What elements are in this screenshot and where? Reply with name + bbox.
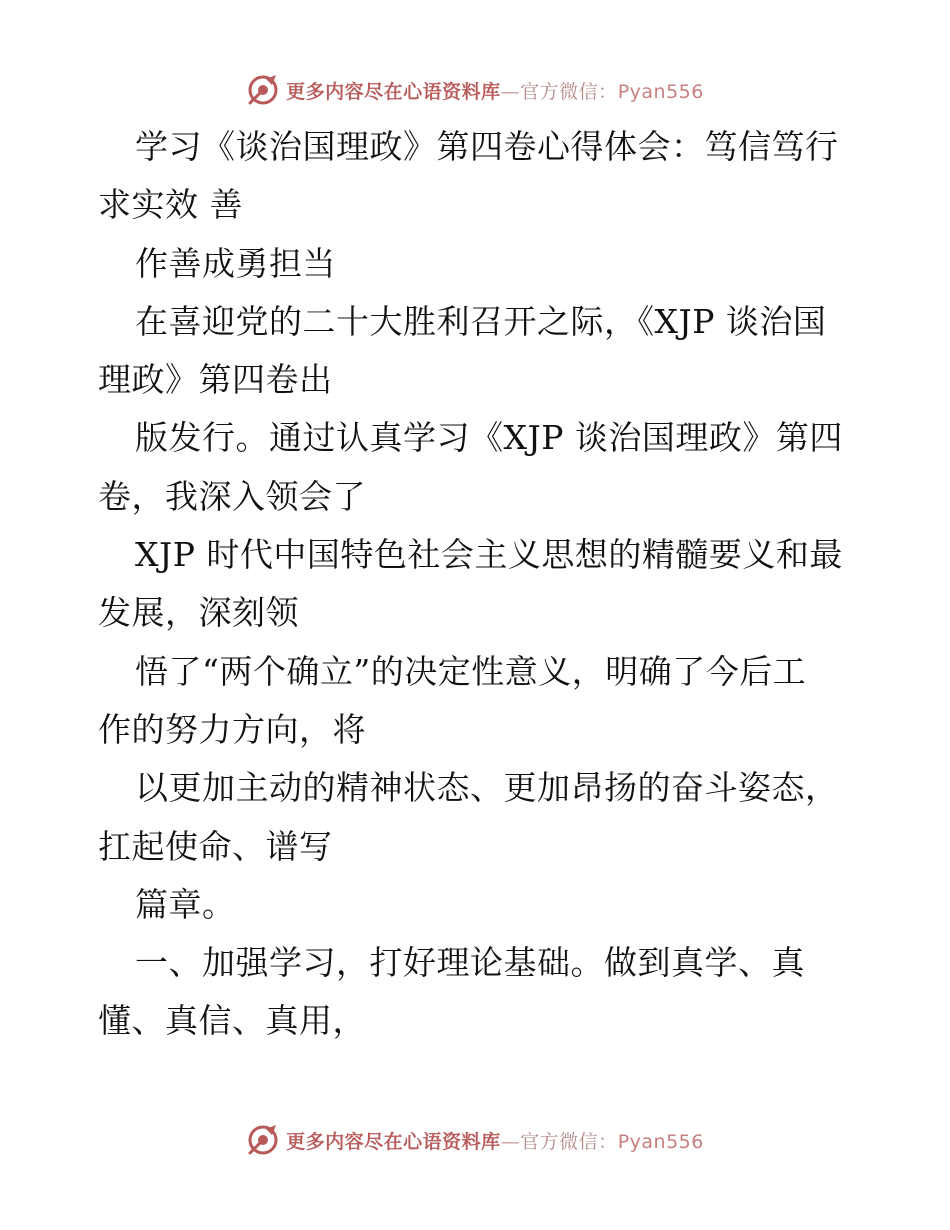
banner-wechat-label: 官方微信： <box>520 80 618 103</box>
banner-dash: — <box>500 1130 521 1153</box>
brand-logo-icon <box>246 1123 280 1157</box>
banner-wechat-id: Pyan556 <box>617 1130 704 1153</box>
text-line: 卷，我深入领会了 <box>98 476 366 516</box>
banner-wechat-label: 官方微信： <box>520 1130 618 1153</box>
text-line: 篇章。 <box>135 884 236 924</box>
text-line: 发展，深刻领 <box>98 593 299 633</box>
footer-watermark-banner <box>0 1120 950 1160</box>
text-line: 以更加主动的精神状态、更加昂扬的奋斗姿态， <box>135 768 839 808</box>
text-line: XJP 时代中国特色社会主义思想的精髓要义和最 <box>135 535 843 575</box>
text-line: 悟了“两个确立”的决定性意义，明确了今后工 <box>135 651 807 691</box>
banner-dash: — <box>500 80 521 103</box>
header-watermark-banner <box>0 70 950 110</box>
text-line: 学习《谈治国理政》第四卷心得体会：笃信笃行 <box>135 127 839 166</box>
banner-text <box>286 1127 704 1154</box>
text-line: 扛起使命、谱写 <box>98 826 333 866</box>
banner-brand: 更多内容尽在心语资料库 <box>286 80 501 103</box>
text-line: 求实效 善 <box>98 185 243 225</box>
text-line: 作善成勇担当 <box>135 243 336 283</box>
text-line: 版发行。通过认真学习《XJP 谈治国理政》第四 <box>135 418 843 458</box>
text-line: 在喜迎党的二十大胜利召开之际，《XJP 谈治国 <box>135 301 827 341</box>
banner-brand: 更多内容尽在心语资料库 <box>286 1130 501 1153</box>
banner-text <box>286 77 704 104</box>
banner-wechat-id: Pyan556 <box>617 80 704 103</box>
text-line: 理政》第四卷出 <box>98 360 333 400</box>
text-line: 作的努力方向，将 <box>98 709 366 749</box>
brand-logo-icon <box>246 73 280 107</box>
document-body <box>98 118 858 1051</box>
text-line: 一、加强学习，打好理论基础。做到真学、真 <box>135 943 805 983</box>
text-line: 懂、真信、真用， <box>98 1001 366 1041</box>
